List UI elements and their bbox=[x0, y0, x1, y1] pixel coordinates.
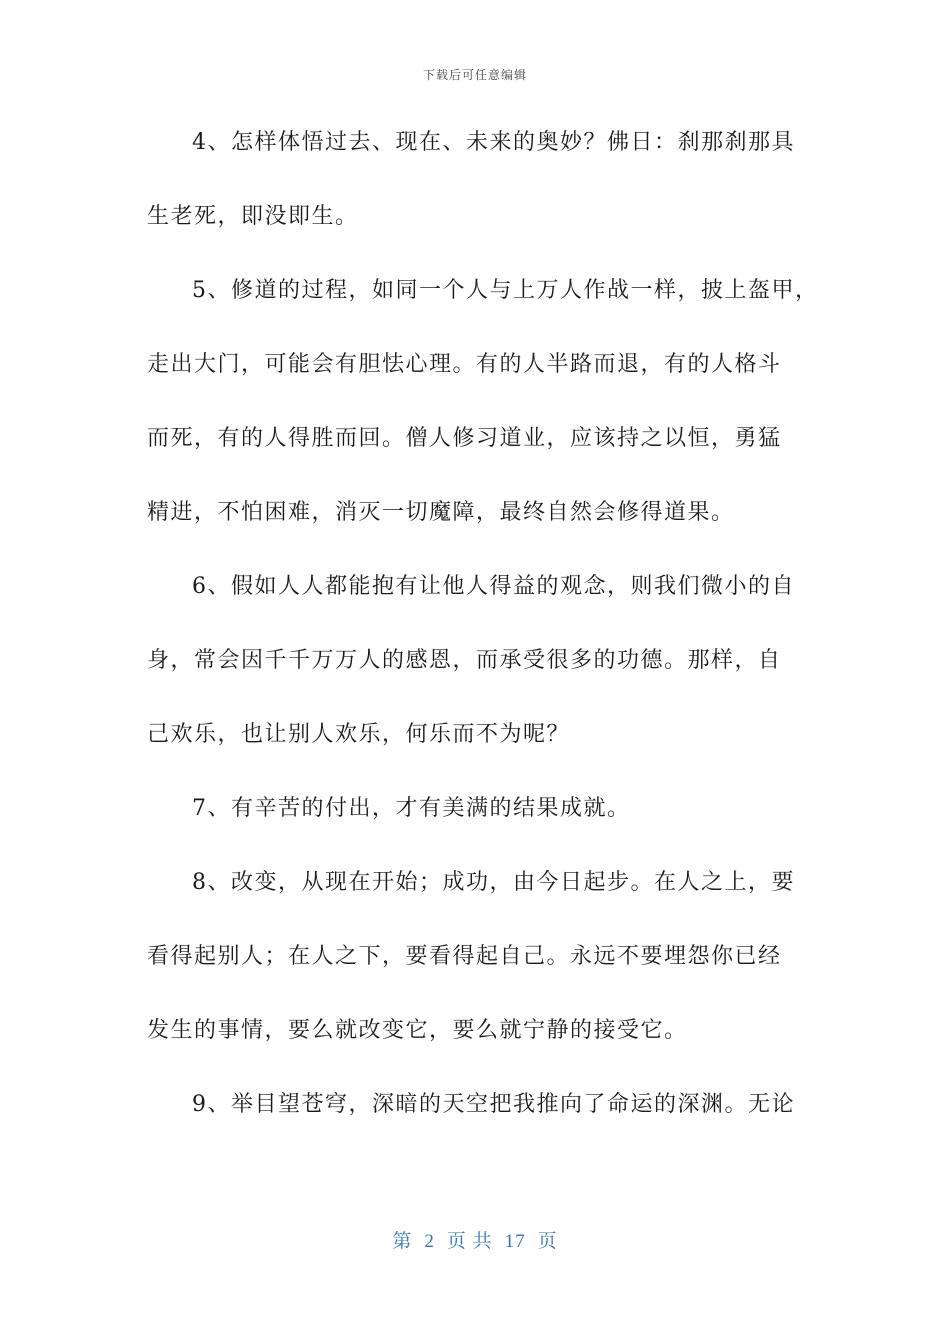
page-number-footer bbox=[0, 1226, 950, 1253]
footer-total-pages: 17 bbox=[504, 1231, 526, 1252]
footer-suffix: 页 bbox=[537, 1231, 558, 1252]
footer-current-page: 2 bbox=[424, 1231, 435, 1252]
paragraph-6-line-1: 6、假如人人都能抱有让他人得益的观念，则我们微小的自 bbox=[192, 574, 795, 599]
paragraph-6-line-2: 身，常会因千千万万人的感恩，而承受很多的功德。那样，自 bbox=[147, 648, 782, 673]
paragraph-4-line-2: 生老死，即没即生。 bbox=[147, 204, 359, 229]
footer-middle: 页 共 bbox=[446, 1231, 493, 1252]
header-note: 下载后可任意编辑 bbox=[422, 68, 527, 82]
paragraph-5-line-1: 5、修道的过程，如同一个人与上万人作战一样，披上盔甲， bbox=[192, 278, 819, 303]
paragraph-5-line-3: 而死，有的人得胜而回。僧人修习道业，应该持之以恒，勇猛 bbox=[147, 426, 782, 451]
paragraph-8-line-1: 8、改变，从现在开始；成功，由今日起步。在人之上，要 bbox=[192, 870, 795, 895]
paragraph-7-line-1: 7、有辛苦的付出，才有美满的结果成就。 bbox=[192, 796, 631, 821]
paragraph-5-line-4: 精进，不怕困难，消灭一切魔障，最终自然会修得道果。 bbox=[147, 500, 735, 525]
paragraph-5-line-2: 走出大门，可能会有胆怯心理。有的人半路而退，有的人格斗 bbox=[147, 352, 782, 377]
footer-prefix: 第 bbox=[392, 1231, 413, 1252]
document-body bbox=[147, 121, 819, 1157]
paragraph-8-line-3: 发生的事情，要么就改变它，要么就宁静的接受它。 bbox=[147, 1018, 688, 1043]
paragraph-6-line-3: 己欢乐，也让别人欢乐，何乐而不为呢？ bbox=[147, 722, 571, 747]
paragraph-4-line-1: 4、怎样体悟过去、现在、未来的奥妙？佛日：刹那刹那具 bbox=[192, 130, 795, 155]
paragraph-9-line-1: 9、举目望苍穹，深暗的天空把我推向了命运的深渊。无论 bbox=[192, 1092, 795, 1117]
paragraph-8-line-2: 看得起别人；在人之下，要看得起自己。永远不要埋怨你已经 bbox=[147, 944, 782, 969]
